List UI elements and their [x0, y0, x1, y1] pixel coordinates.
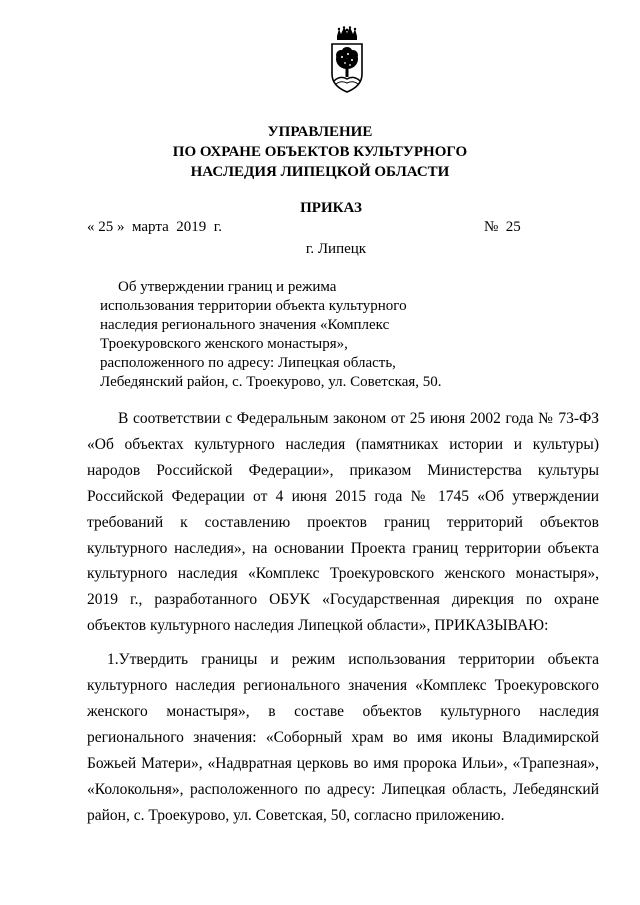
clause-1-paragraph: 1.Утвердить границы и режим использования территории объекта культурного наследия регионального значения «Комплекс Троекуровского женского монастыря», в составе объектов культурного наследия регионального значения: «Соборный храм во имя иконы Владимирской Божьей Матери», «Надвратная церковь во имя пророка Ильи», «Трапезная», «Колокольня», расположенного по адресу: Липецкая область, Лебедянский район, с. Троекурово, ул. Советская, 50, согласно приложению. — [87, 651, 599, 824]
subject-line: Об утверждении границ и режима — [118, 279, 337, 295]
paragraph-gap — [87, 639, 599, 647]
order-subject — [100, 278, 442, 392]
order-date: « 25 » марта 2019 г. — [87, 219, 222, 235]
document-type: ПРИКАЗ — [300, 200, 362, 216]
org-line-2: ПО ОХРАНЕ ОБЪЕКТОВ КУЛЬТУРНОГО — [172, 144, 468, 160]
org-line-1: УПРАВЛЕНИЕ — [267, 124, 373, 140]
coat-of-arms-emblem — [329, 26, 365, 94]
subject-line: использования территории объекта культурного — [100, 298, 407, 314]
subject-line: Троекуровского женского монастыря», — [100, 336, 348, 352]
order-number: № 25 — [484, 219, 521, 235]
subject-line: расположенного по адресу: Липецкая область, — [100, 355, 396, 371]
preamble-paragraph: В соответствии с Федеральным законом от 25 июня 2002 года № 73-ФЗ «Об объектах культурного наследия (памятниках истории и культуры) народов Российской Федерации», приказом Министерства культуры Российской Федерации от 4 июня 2015 года № 1745 «Об утверждении требований к составлению проектов границ территорий объектов культурного наследия», на основании Проекта границ территории объекта культурного наследия «Комплекс Троекуровского женского монастыря», 2019 г., разработанного ОБУК «Государственная дирекция по охране объектов культурного наследия Липецкой области», ПРИКАЗЫВАЮ: — [87, 410, 599, 635]
org-line-3: НАСЛЕДИЯ ЛИПЕЦКОЙ ОБЛАСТИ — [190, 164, 450, 180]
subject-line: наследия регионального значения «Комплекс — [100, 317, 390, 333]
subject-line: Лебедянский район, с. Троекурово, ул. Советская, 50. — [100, 374, 442, 390]
issue-city: г. Липецк — [305, 241, 367, 257]
organization-name — [0, 122, 640, 182]
order-body — [87, 406, 599, 829]
